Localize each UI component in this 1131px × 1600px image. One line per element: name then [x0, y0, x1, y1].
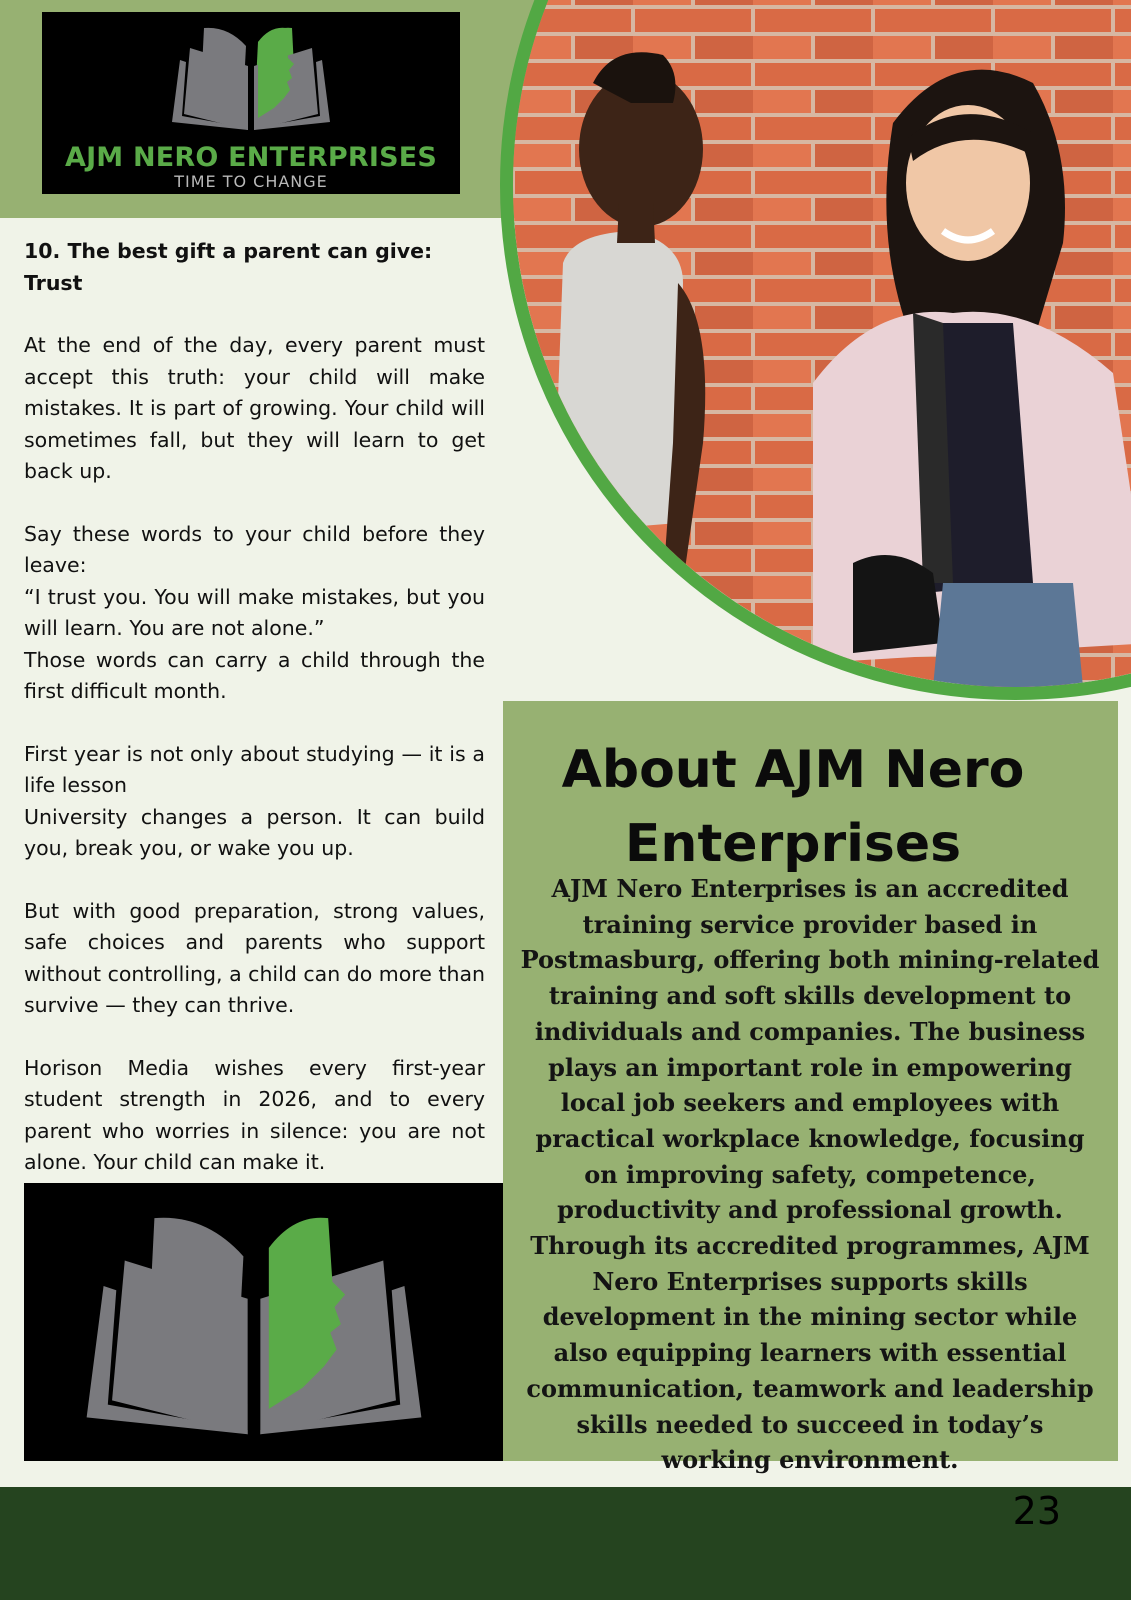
about-body: AJM Nero Enterprises is an accredited training service provider based in Postmasburg, offering both mining-related training and soft skills development to individuals and companies. The business plays an important role in empowering local job seekers and employees with practical workplace knowledge, focusing on improving safety, competence, productivity and professional growth. Through its accredited programmes, AJM Nero Enterprises supports skills development in the mining sector while also equipping learners with essential communication, teamwork and leadership skills needed to succeed in today’s working environment. [520, 874, 1100, 1475]
brand-logo [42, 12, 460, 194]
logo-name: AJM NERO ENTERPRISES [64, 142, 438, 173]
article-line: Those words can carry a child through the first difficult month. [24, 647, 485, 703]
article-line: University changes a person. It can build you, break you, or wake you up. [24, 804, 485, 860]
article-column [24, 236, 485, 1210]
footer-band [0, 1487, 1131, 1600]
article-paragraph: But with good preparation, strong values, safe choices and parents who support without controlling, a child can do more than survive — they can thrive. [24, 898, 485, 1017]
article-paragraph-group [24, 739, 485, 865]
article-line: Say these words to your child before they leave: [24, 521, 485, 577]
about-panel [503, 701, 1118, 1475]
bottom-logo [24, 1183, 503, 1461]
trust-quote: “I trust you. You will make mistakes, but you will learn. You are not alone.” [24, 584, 485, 640]
open-book-face-icon [64, 1197, 444, 1447]
article-heading: 10. The best gift a parent can give: Trust [24, 239, 433, 295]
two-students-laughing-photo [500, 0, 1131, 700]
about-title: About AJM Nero Enterprises [561, 740, 1025, 874]
logo-tagline: TIME TO CHANGE [174, 172, 328, 191]
photo-frame [500, 0, 1131, 702]
article-line: First year is not only about studying — it is a life lesson [24, 741, 485, 797]
article-paragraph: At the end of the day, every parent must accept this truth: your child will make mistakes. It is part of growing. Your child will sometimes fall, but they will learn to get back up. [24, 333, 485, 483]
page-number: 23 [1012, 1489, 1061, 1533]
article-paragraph: Horison Media wishes every first-year student strength in 2026, and to every parent who worries in silence: you are not alone. Your child can make it. [24, 1055, 485, 1174]
article-paragraph-group [24, 519, 485, 708]
open-book-face-icon [166, 18, 336, 136]
